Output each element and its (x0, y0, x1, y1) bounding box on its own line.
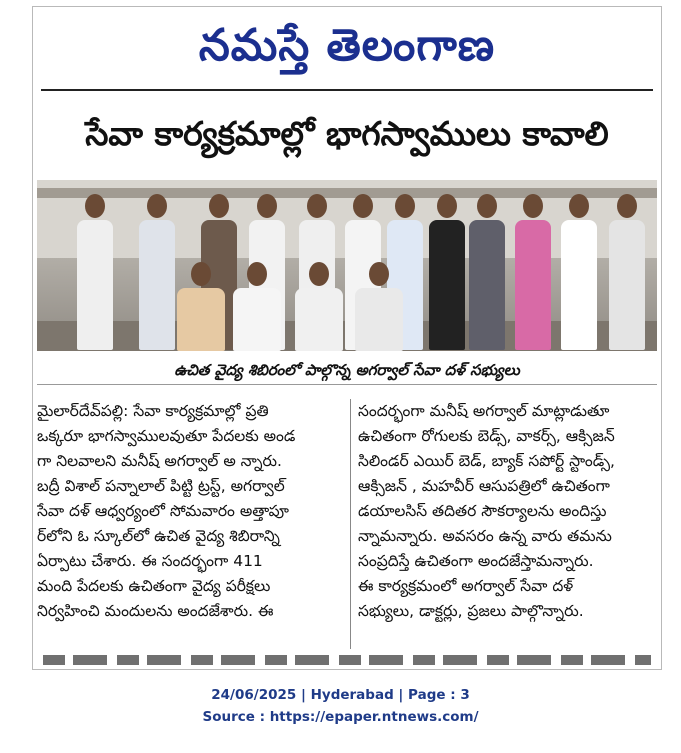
photo-person (609, 220, 645, 350)
photo-person-head (191, 262, 211, 286)
article-column-right (358, 399, 657, 624)
photo-person (515, 220, 551, 350)
photo-person-head (369, 262, 389, 286)
photo-beam (37, 188, 657, 198)
article-text-line: సభ్యులు, డాక్టర్లు, ప్రజలు పాల్గొన్నారు. (358, 602, 584, 620)
photo-person-seated (355, 288, 403, 351)
photo-person-head (209, 194, 229, 218)
article-headline: సేవా కార్యక్రమాల్లో భాగస్వాములు కావాలి (85, 114, 609, 153)
article-column-left (37, 399, 343, 624)
photo-person-head (247, 262, 267, 286)
photo-person-head (147, 194, 167, 218)
article-text-line: న్నామన్నారు. అవసరం ఉన్న వారు తమను (358, 527, 612, 545)
article-text-line: నిర్వహించి మందులను అందజేశారు. ఈ (37, 602, 274, 620)
article-text-line: సందర్భంగా మనీష్ అగర్వాల్ మాట్లాడుతూ (358, 402, 610, 420)
photo-person-head (523, 194, 543, 218)
footer-source-url: Source : https://epaper.ntnews.com/ (202, 709, 479, 725)
photo-person-head (569, 194, 589, 218)
photo-person (469, 220, 505, 350)
article-text-line: ఉచితంగా రోగులకు బెడ్స్, వాకర్స్, ఆక్సిజన్ (358, 427, 615, 445)
photo-person (561, 220, 597, 350)
article-text-line: మైలార్‌దేవ్‌పల్లి: సేవా కార్యక్రమాల్లో ప్రతి (37, 402, 269, 420)
photo-person-head (257, 194, 277, 218)
article-text-line: సేవా దళ్ ఆధ్వర్యంలో సోమవారం అత్తాపూ (37, 502, 289, 520)
article-text-line: ఈ కార్యక్రమంలో అగర్వాల్ సేవా దళ్ (358, 577, 574, 595)
photo-person-head (617, 194, 637, 218)
photo-person (429, 220, 465, 350)
photo-person-seated (177, 288, 225, 351)
masthead-divider (41, 89, 653, 91)
cut-off-next-article (43, 655, 651, 665)
article-text-line: ఒక్కరూ భాగస్వాములవుతూ పేదలకు అండ (37, 427, 296, 445)
article-text-line: ఏర్పాటు చేశారు. ఈ సందర్భంగా 411 (37, 552, 263, 570)
article-text-line: మంది పేదలకు ఉచితంగా వైద్య పరీక్షలు (37, 577, 271, 595)
photo-person-seated (295, 288, 343, 351)
article-photo (37, 180, 657, 351)
column-divider (350, 399, 351, 649)
clipping-footer (0, 684, 681, 728)
photo-person (139, 220, 175, 350)
photo-person-head (85, 194, 105, 218)
photo-person-head (307, 194, 327, 218)
article-text-line: బద్రీ విశాల్ పన్నాలాల్ పిట్టి ట్రస్ట్, అగర్వాల్ (37, 477, 285, 495)
article-text-line: ర్‌లోని ఓ స్కూల్‌లో ఉచిత వైద్య శిబిరాన్ని (37, 527, 280, 545)
article-text-line: సంప్రదిస్తే ఉచితంగా అందజేస్తామన్నారు. (358, 552, 594, 570)
footer-date-edition-page: 24/06/2025 | Hyderabad | Page : 3 (211, 687, 470, 703)
photo-person-head (477, 194, 497, 218)
article-text-line: సిలిండర్ ఎయిర్ బెడ్, బ్యాక్ సపోర్ట్ స్టాండ్స్, (358, 452, 615, 470)
photo-person-head (395, 194, 415, 218)
photo-person-seated (233, 288, 281, 351)
article-text-line: గా నిలవాలని మనీష్ అగర్వాల్ అ న్నారు. (37, 452, 282, 470)
photo-person-head (309, 262, 329, 286)
photo-person-head (353, 194, 373, 218)
photo-person (77, 220, 113, 350)
article-text-line: డయాలసిస్ తదితర సౌకర్యాలను అందిస్తు (358, 502, 607, 520)
article-text-line: ఆక్సిజన్ , మహవీర్ ఆసుపత్రిలో ఉచితంగా (358, 477, 610, 495)
newspaper-clipping (32, 6, 662, 670)
photo-person-head (437, 194, 457, 218)
newspaper-masthead: నమస్తే తెలంగాణ (198, 20, 496, 71)
photo-caption: ఉచిత వైద్య శిబిరంలో పాల్గొన్న అగర్వాల్ సేవా దళ్ సభ్యులు (37, 356, 657, 385)
article-body (37, 399, 657, 652)
